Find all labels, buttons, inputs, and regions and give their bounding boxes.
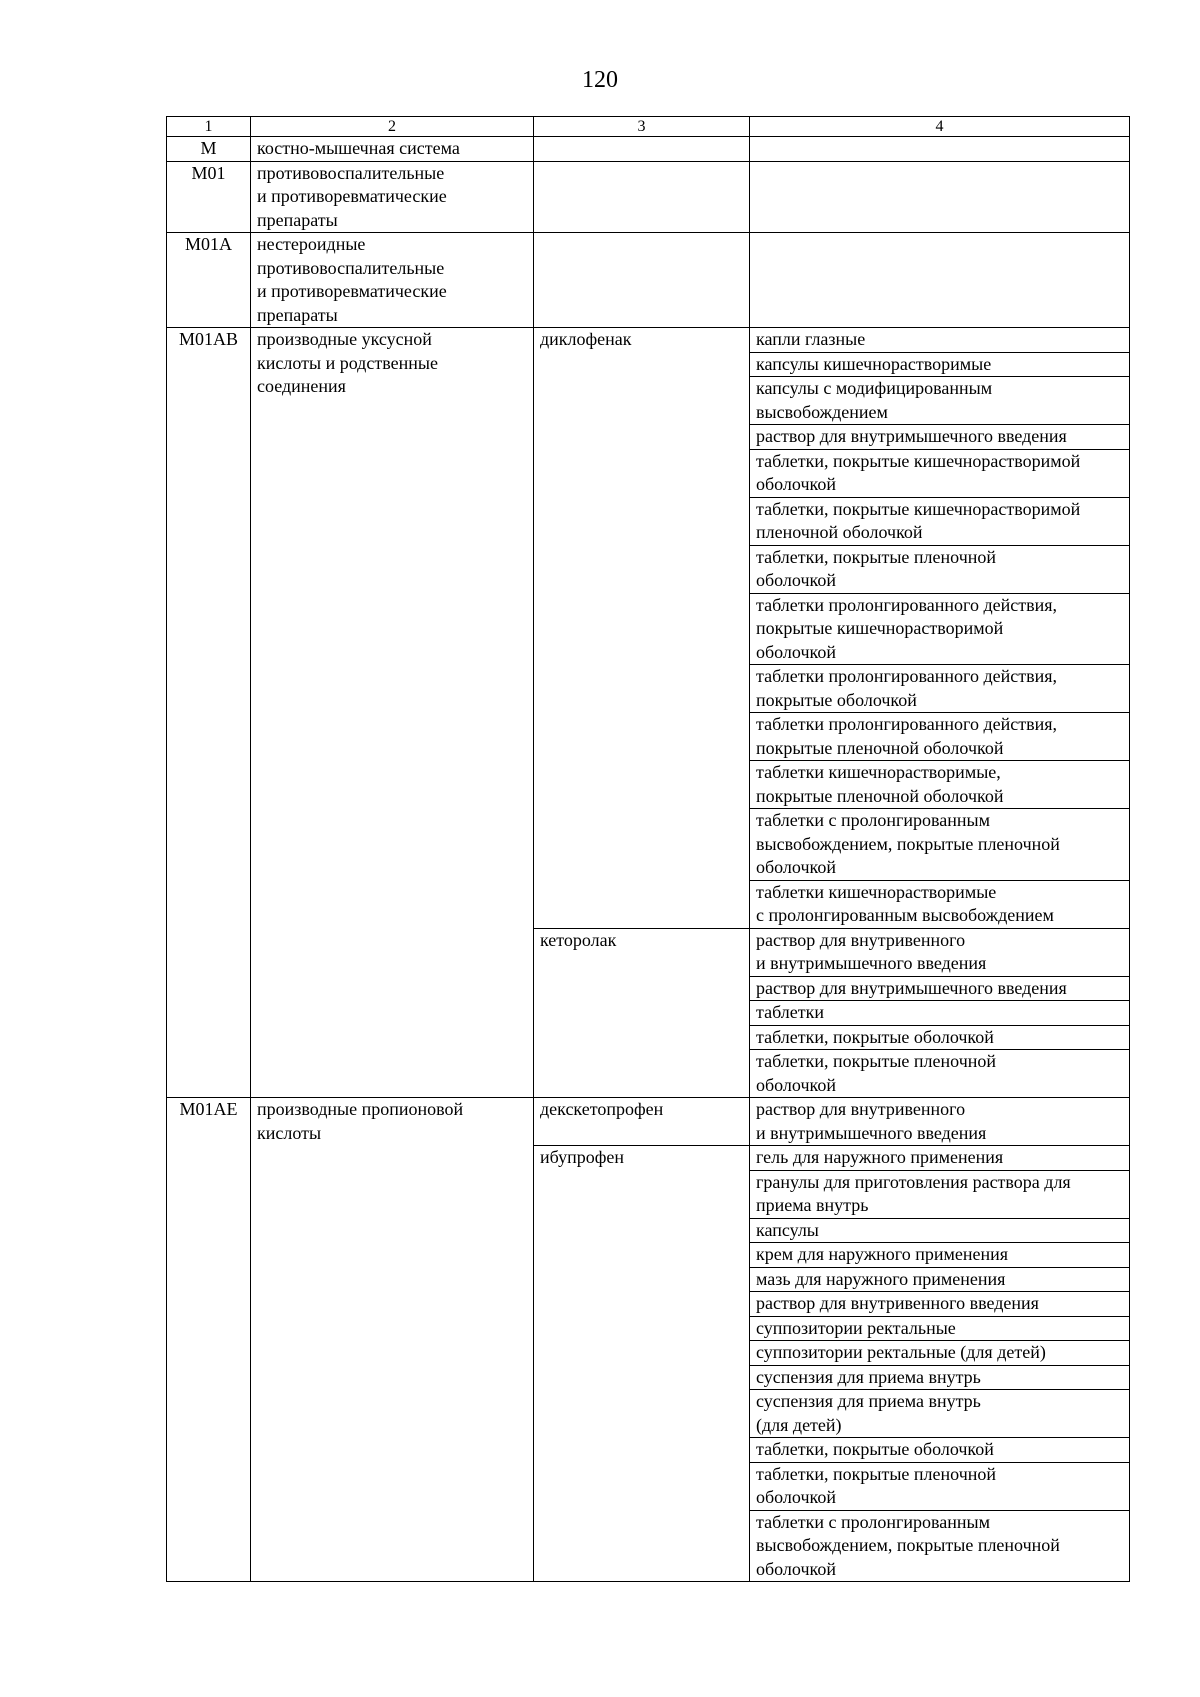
atc-group-name: производные пропионовой кислоты (251, 1098, 534, 1582)
header-row (167, 117, 1130, 137)
dosage-form-cell (750, 880, 1130, 928)
dosage-form-text: мазь для наружного применения (756, 1268, 1006, 1289)
dosage-form-text: таблетки, покрытые кишечнорастворимой оболочкой (756, 450, 1081, 494)
header-cell-4: 4 (750, 117, 1130, 137)
dosage-form-text: крем для наружного применения (756, 1244, 1009, 1264)
atc-group-name: костно-мышечная система (251, 137, 534, 162)
dosage-form-text: раствор для внутривенного введения (756, 1293, 1039, 1313)
dosage-form-text: суспензия для приема внутрь (для детей) (756, 1391, 981, 1435)
atc-code: M01AB (167, 328, 251, 1098)
page-number: 120 (582, 67, 618, 93)
atc-code: M01 (167, 161, 251, 233)
dosage-form-cell (750, 1341, 1130, 1366)
dosage-form-cell (750, 1001, 1130, 1026)
dosage-form-cell (750, 1170, 1130, 1218)
dosage-form-cell (750, 425, 1130, 450)
dosage-form-text: гель для наружного применения (756, 1147, 1004, 1167)
dosage-form-text: суппозитории ректальные (756, 1317, 956, 1338)
dosage-form-cell (750, 1510, 1130, 1582)
dosage-form-text: суппозитории ректальные (для детей) (756, 1342, 1046, 1362)
dosage-form-cell (750, 137, 1130, 162)
dosage-form-cell (750, 328, 1130, 353)
dosage-form-text: раствор для внутривенного и внутримышечного введения (756, 1099, 987, 1143)
dosage-form-cell (750, 233, 1130, 328)
dosage-form-cell (750, 1365, 1130, 1390)
dosage-form-text: таблетки пролонгированного действия, покрытые оболочкой (756, 666, 1058, 710)
dosage-form-cell (750, 1462, 1130, 1510)
dosage-form-cell (750, 497, 1130, 545)
dosage-form-text: таблетки, покрытые пленочной оболочкой (756, 546, 997, 590)
dosage-form-text: таблетки, покрытые пленочной оболочкой (756, 1463, 997, 1507)
atc-group-name: нестероидные противовоспалительные и противоревматические препараты (251, 233, 534, 328)
table-row (167, 233, 1130, 328)
dosage-form-cell (750, 1390, 1130, 1438)
dosage-form-cell (750, 377, 1130, 425)
drug-name-cell: диклофенак (534, 328, 750, 929)
dosage-form-cell (750, 1438, 1130, 1463)
table-row (167, 137, 1130, 162)
dosage-form-text: таблетки, покрытые оболочкой (756, 1026, 994, 1047)
dosage-form-cell (750, 1218, 1130, 1243)
dosage-form-text: капли глазные (756, 329, 866, 349)
dosage-form-cell (750, 352, 1130, 377)
dosage-form-cell (750, 976, 1130, 1001)
dosage-form-cell (750, 1025, 1130, 1050)
dosage-form-text: таблетки, покрытые пленочной оболочкой (756, 1051, 997, 1095)
atc-group-name: противовоспалительные и противоревматические препараты (251, 161, 534, 233)
atc-group-name: производные уксусной кислоты и родственные соединения (251, 328, 534, 1098)
dosage-form-cell (750, 161, 1130, 233)
drug-name-cell: ибупрофен (534, 1146, 750, 1582)
dosage-form-cell (750, 1267, 1130, 1292)
dosage-form-text: суспензия для приема внутрь (756, 1366, 981, 1387)
dosage-form-cell (750, 1292, 1130, 1317)
atc-code: M01AE (167, 1098, 251, 1582)
table-row (167, 1098, 1130, 1146)
dosage-form-text: капсулы с модифицированным высвобождением (756, 378, 993, 422)
dosage-form-cell (750, 1243, 1130, 1268)
dosage-form-cell (750, 1050, 1130, 1098)
dosage-form-cell (750, 1098, 1130, 1146)
atc-code: M01A (167, 233, 251, 328)
header-cell-1: 1 (167, 117, 251, 137)
dosage-form-cell (750, 593, 1130, 665)
dosage-form-text: таблетки кишечнорастворимые, покрытые пленочной оболочкой (756, 762, 1004, 806)
drug-name-cell: кеторолак (534, 928, 750, 1098)
dosage-form-cell (750, 449, 1130, 497)
dosage-form-text: таблетки с пролонгированным высвобождением, покрытые пленочной оболочкой (756, 1511, 1060, 1579)
drug-name-cell (534, 161, 750, 233)
dosage-form-cell (750, 545, 1130, 593)
dosage-form-cell (750, 665, 1130, 713)
dosage-form-text: таблетки пролонгированного действия, покрытые кишечнорастворимой оболочкой (756, 594, 1058, 662)
dosage-form-text: раствор для внутримышечного введения (756, 426, 1067, 446)
dosage-form-text: капсулы кишечнорастворимые (756, 353, 992, 374)
drug-name-cell (534, 233, 750, 328)
dosage-form-text: гранулы для приготовления раствора для приема внутрь (756, 1171, 1071, 1215)
table-row (167, 328, 1130, 353)
dosage-form-cell (750, 713, 1130, 761)
drug-table (166, 116, 1130, 1582)
dosage-form-text: капсулы (756, 1219, 819, 1240)
dosage-form-text: таблетки с пролонгированным высвобождением, покрытые пленочной оболочкой (756, 810, 1060, 877)
drug-name-cell (534, 137, 750, 162)
dosage-form-text: таблетки (756, 1002, 825, 1022)
dosage-form-text: раствор для внутривенного и внутримышечного введения (756, 929, 987, 973)
table-row (167, 161, 1130, 233)
dosage-form-cell (750, 1316, 1130, 1341)
dosage-form-cell (750, 809, 1130, 881)
dosage-form-text: таблетки, покрытые оболочкой (756, 1439, 994, 1459)
dosage-form-cell (750, 1146, 1130, 1171)
dosage-form-text: таблетки, покрытые кишечнорастворимой пленочной оболочкой (756, 498, 1081, 542)
drug-name-cell: декскетопрофен (534, 1098, 750, 1146)
dosage-form-cell (750, 928, 1130, 976)
atc-code: M (167, 137, 251, 162)
dosage-form-text: таблетки пролонгированного действия, покрытые пленочной оболочкой (756, 714, 1058, 758)
dosage-form-cell (750, 761, 1130, 809)
header-cell-3: 3 (534, 117, 750, 137)
header-cell-2: 2 (251, 117, 534, 137)
dosage-form-text: раствор для внутримышечного введения (756, 977, 1067, 998)
dosage-form-text: таблетки кишечнорастворимые с пролонгированным высвобождением (756, 881, 1054, 925)
